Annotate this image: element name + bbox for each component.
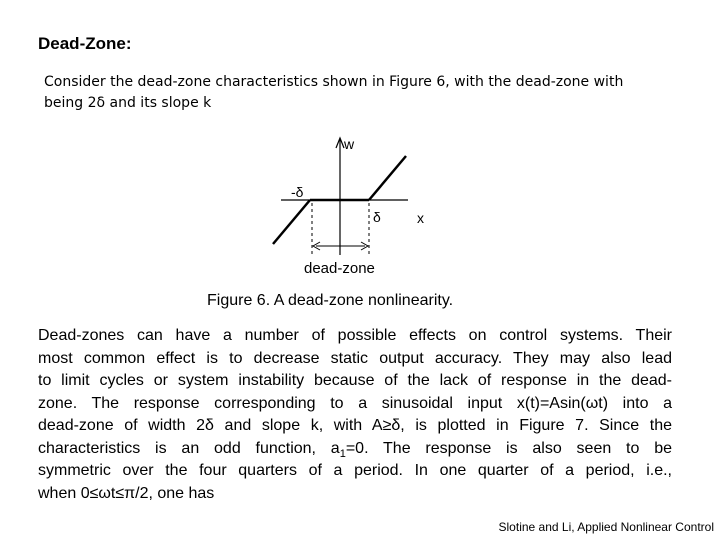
body-line: when 0≤ωt≤π/2, one has [38,484,215,502]
subscript: 1 [339,447,346,460]
body-line: zone. The response corresponding to a sinusoidal input x(t)=Asin(ωt) into a [38,394,672,412]
footer-credit: Slotine and Li, Applied Nonlinear Control [498,520,714,534]
deadzone-label: dead-zone [304,260,375,277]
delta-label: δ [373,209,381,225]
page-title: Dead-Zone: [38,34,132,53]
neg-delta-label: -δ [291,184,304,200]
body-line: to limit cycles or system instability because of the lack of response in the dead- [38,372,672,389]
body-line: dead-zone of width 2δ and slope k, with A≥δ, is plotted in Figure 7. Since the [38,417,672,434]
slope-right [369,156,406,200]
x-label: x [417,210,424,226]
intro-line: being 2δ and its slope k [44,95,212,111]
slope-left [273,200,310,244]
body-line: symmetric over the four quarters of a period. In one quarter of a period, i.e., [38,462,672,479]
figure-caption: Figure 6. A dead-zone nonlinearity. [207,292,454,309]
body-paragraph [38,325,672,505]
intro-line: Consider the dead-zone characteristics shown in Figure 6, with the dead-zone with [44,74,624,90]
body-line: Dead-zones can have a number of possible effects on control systems. Their [38,327,672,344]
w-label: w [344,136,355,152]
body-line: most common effect is to decrease static output accuracy. They may also lead [38,349,672,367]
body-line: characteristics is an odd function, $a_1=0$. The response is also seen to be [38,439,672,460]
